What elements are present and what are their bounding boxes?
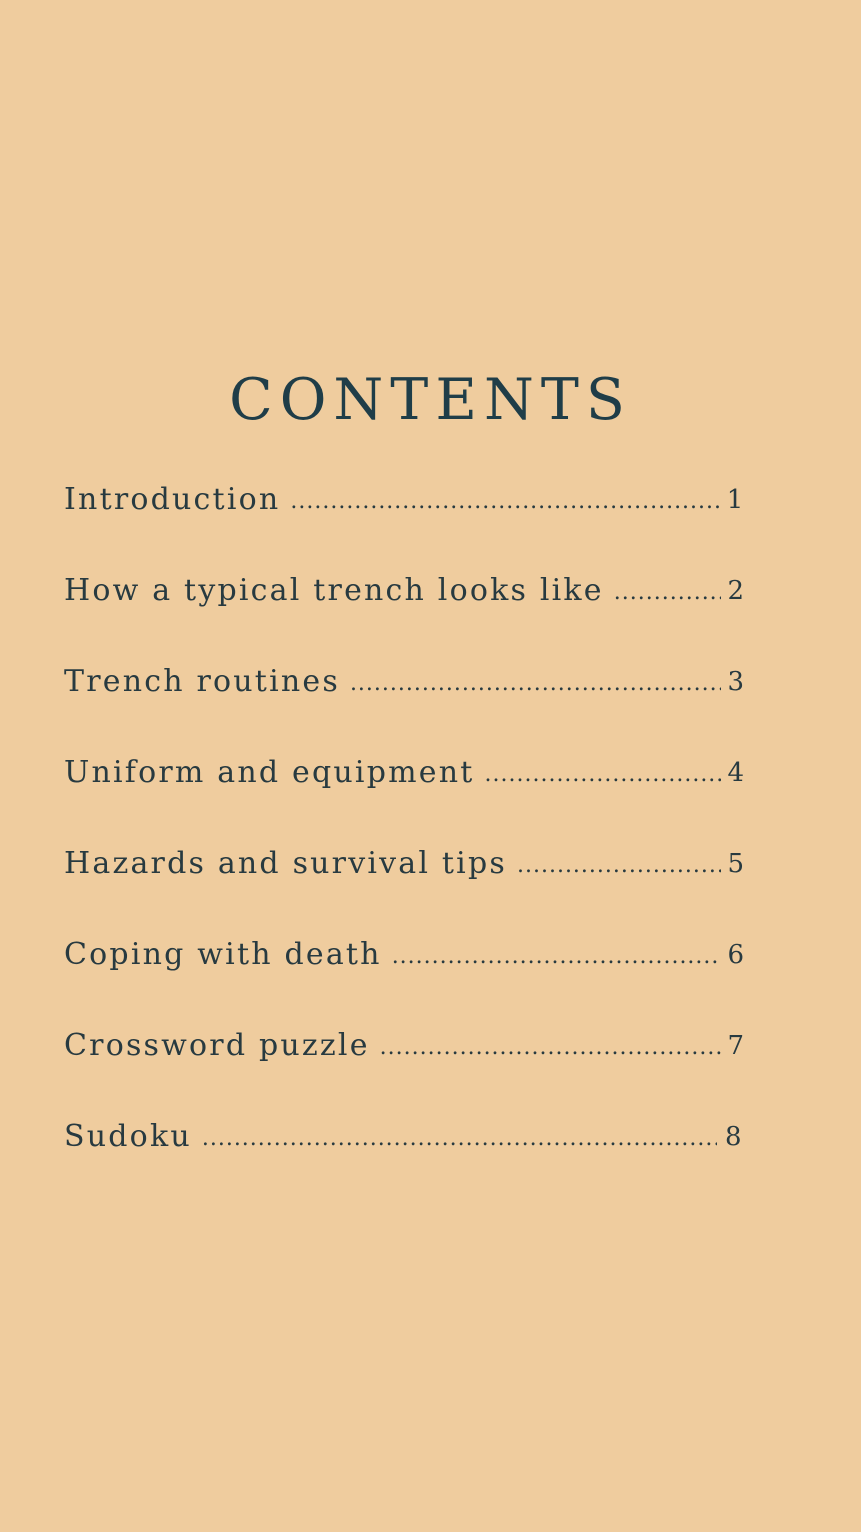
toc-entry-crossword-puzzle[interactable] — [64, 1024, 744, 1115]
toc-entry-page-number: 1 — [726, 485, 744, 515]
toc-entry-hazards-survival[interactable] — [64, 842, 744, 933]
toc-entry-page-number: 3 — [727, 667, 744, 697]
toc-entry-coping-death[interactable] — [64, 933, 744, 1024]
toc-entry-label: Trench routines — [64, 664, 340, 699]
toc-entry-label: Hazards and survival tips — [64, 846, 507, 881]
toc-entry-typical-trench[interactable] — [64, 569, 744, 660]
toc-entry-uniform-equipment[interactable] — [64, 751, 744, 842]
table-of-contents — [64, 478, 744, 1206]
dot-leader — [350, 660, 722, 704]
toc-entry-page-number: 5 — [727, 849, 744, 879]
dot-leader — [392, 933, 722, 977]
toc-entry-sudoku[interactable] — [64, 1115, 744, 1206]
toc-entry-label: Uniform and equipment — [64, 755, 475, 790]
dot-leader — [290, 478, 720, 522]
page-title: CONTENTS — [229, 367, 632, 434]
toc-entry-page-number: 6 — [727, 940, 744, 970]
toc-entry-label: Introduction — [64, 482, 281, 517]
toc-entry-page-number: 2 — [727, 576, 744, 606]
toc-entry-label: How a typical trench looks like — [64, 573, 604, 608]
toc-entry-trench-routines[interactable] — [64, 660, 744, 751]
toc-entry-label: Sudoku — [64, 1119, 192, 1154]
dot-leader — [485, 751, 722, 795]
dot-leader — [380, 1024, 722, 1068]
toc-entry-page-number: 8 — [724, 1122, 742, 1152]
toc-entry-page-number: 4 — [727, 758, 744, 788]
dot-leader — [517, 842, 721, 886]
toc-entry-introduction[interactable] — [64, 478, 744, 569]
toc-entry-label: Crossword puzzle — [64, 1028, 370, 1063]
dot-leader — [202, 1115, 717, 1159]
toc-entry-page-number: 7 — [727, 1031, 744, 1061]
toc-entry-label: Coping with death — [64, 937, 382, 972]
dot-leader — [614, 569, 722, 613]
